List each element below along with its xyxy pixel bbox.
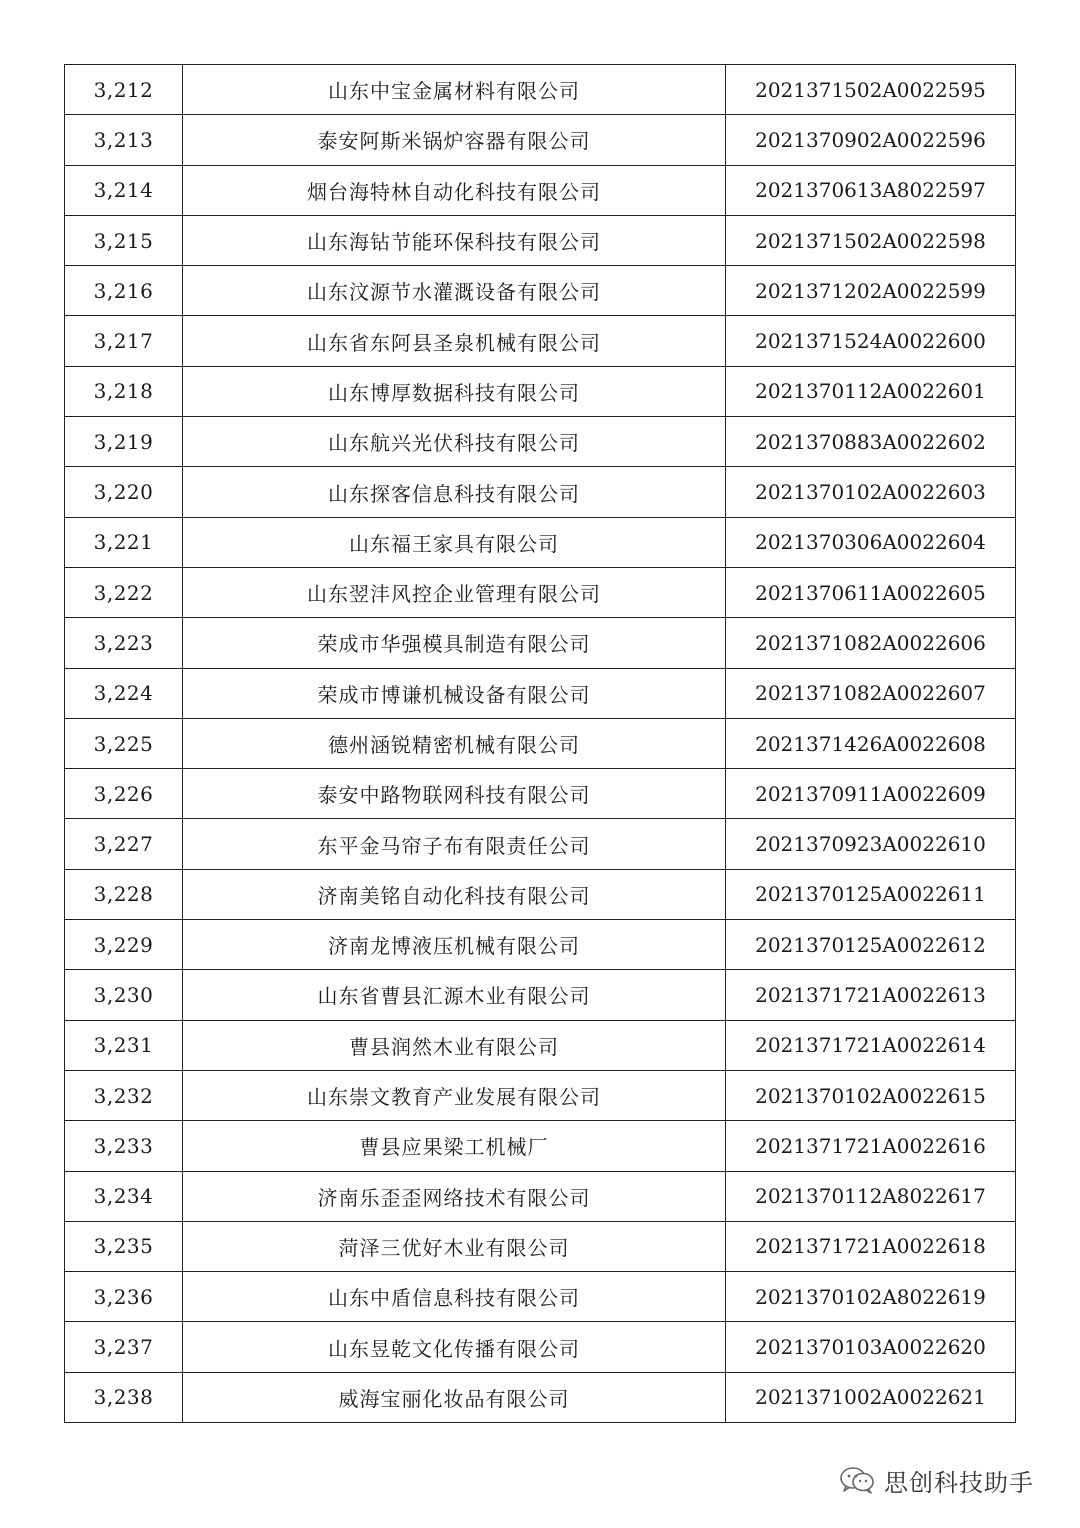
- registration-code-cell: 2021371502A0022598: [726, 215, 1016, 265]
- registration-code-cell: 2021371202A0022599: [726, 266, 1016, 316]
- company-name-cell: 山东福王家具有限公司: [183, 517, 726, 567]
- seq-number-cell: 3,225: [65, 718, 183, 768]
- table-row: [65, 1272, 1016, 1322]
- registration-code-cell: 2021370611A0022605: [726, 567, 1016, 617]
- company-name-cell: 山东探客信息科技有限公司: [183, 467, 726, 517]
- table-row: [65, 970, 1016, 1020]
- registration-code-cell: 2021370125A0022612: [726, 920, 1016, 970]
- table-row: [65, 366, 1016, 416]
- table-row: [65, 1372, 1016, 1422]
- registration-code-cell: 2021370613A8022597: [726, 165, 1016, 215]
- watermark-text: 思创科技助手: [884, 1468, 1034, 1497]
- seq-number-cell: 3,226: [65, 769, 183, 819]
- seq-number-cell: 3,223: [65, 618, 183, 668]
- seq-number-cell: 3,221: [65, 517, 183, 567]
- registration-code-cell: 2021370102A0022615: [726, 1070, 1016, 1120]
- registration-code-cell: 2021371721A0022614: [726, 1020, 1016, 1070]
- company-name-cell: 东平金马帘子布有限责任公司: [183, 819, 726, 869]
- table-row: [65, 316, 1016, 366]
- registration-code-cell: 2021371426A0022608: [726, 718, 1016, 768]
- registration-code-cell: 2021370306A0022604: [726, 517, 1016, 567]
- seq-number-cell: 3,236: [65, 1272, 183, 1322]
- seq-number-cell: 3,235: [65, 1221, 183, 1271]
- document-page: [64, 64, 1015, 1423]
- seq-number-cell: 3,217: [65, 316, 183, 366]
- registration-code-cell: 2021371721A0022618: [726, 1221, 1016, 1271]
- table-row: [65, 115, 1016, 165]
- registration-code-cell: 2021370902A0022596: [726, 115, 1016, 165]
- seq-number-cell: 3,222: [65, 567, 183, 617]
- registration-code-cell: 2021371082A0022606: [726, 618, 1016, 668]
- registration-code-cell: 2021370112A8022617: [726, 1171, 1016, 1221]
- table-body: [65, 65, 1016, 1423]
- table-row: [65, 567, 1016, 617]
- company-name-cell: 烟台海特林自动化科技有限公司: [183, 165, 726, 215]
- table-row: [65, 769, 1016, 819]
- seq-number-cell: 3,212: [65, 65, 183, 115]
- table-row: [65, 517, 1016, 567]
- company-name-cell: 济南龙博液压机械有限公司: [183, 920, 726, 970]
- seq-number-cell: 3,228: [65, 869, 183, 919]
- table-row: [65, 920, 1016, 970]
- company-name-cell: 山东中宝金属材料有限公司: [183, 65, 726, 115]
- company-name-cell: 山东航兴光伏科技有限公司: [183, 417, 726, 467]
- table-row: [65, 1322, 1016, 1372]
- registration-code-cell: 2021370125A0022611: [726, 869, 1016, 919]
- registration-code-cell: 2021371524A0022600: [726, 316, 1016, 366]
- table-row: [65, 618, 1016, 668]
- registration-code-cell: 2021371502A0022595: [726, 65, 1016, 115]
- registration-code-cell: 2021370102A0022603: [726, 467, 1016, 517]
- table-row: [65, 1070, 1016, 1120]
- table-row: [65, 869, 1016, 919]
- company-name-cell: 山东中盾信息科技有限公司: [183, 1272, 726, 1322]
- seq-number-cell: 3,215: [65, 215, 183, 265]
- company-name-cell: 山东省曹县汇源木业有限公司: [183, 970, 726, 1020]
- watermark: [838, 1460, 1034, 1500]
- company-name-cell: 济南美铭自动化科技有限公司: [183, 869, 726, 919]
- company-name-cell: 山东海钻节能环保科技有限公司: [183, 215, 726, 265]
- company-name-cell: 山东昱乾文化传播有限公司: [183, 1322, 726, 1372]
- wechat-official-account-icon: [838, 1465, 876, 1495]
- seq-number-cell: 3,220: [65, 467, 183, 517]
- company-name-cell: 菏泽三优好木业有限公司: [183, 1221, 726, 1271]
- seq-number-cell: 3,238: [65, 1372, 183, 1422]
- company-name-cell: 德州涵锐精密机械有限公司: [183, 718, 726, 768]
- registration-code-cell: 2021371082A0022607: [726, 668, 1016, 718]
- seq-number-cell: 3,237: [65, 1322, 183, 1372]
- registration-table: [64, 64, 1016, 1423]
- company-name-cell: 济南乐歪歪网络技术有限公司: [183, 1171, 726, 1221]
- registration-code-cell: 2021370911A0022609: [726, 769, 1016, 819]
- seq-number-cell: 3,214: [65, 165, 183, 215]
- seq-number-cell: 3,232: [65, 1070, 183, 1120]
- table-row: [65, 668, 1016, 718]
- company-name-cell: 山东崇文教育产业发展有限公司: [183, 1070, 726, 1120]
- table-row: [65, 1221, 1016, 1271]
- company-name-cell: 山东翌沣风控企业管理有限公司: [183, 567, 726, 617]
- company-name-cell: 曹县应果梁工机械厂: [183, 1121, 726, 1171]
- seq-number-cell: 3,213: [65, 115, 183, 165]
- company-name-cell: 荣成市博谦机械设备有限公司: [183, 668, 726, 718]
- registration-code-cell: 2021370103A0022620: [726, 1322, 1016, 1372]
- seq-number-cell: 3,234: [65, 1171, 183, 1221]
- company-name-cell: 山东汶源节水灌溉设备有限公司: [183, 266, 726, 316]
- table-row: [65, 266, 1016, 316]
- company-name-cell: 山东博厚数据科技有限公司: [183, 366, 726, 416]
- table-row: [65, 718, 1016, 768]
- seq-number-cell: 3,219: [65, 417, 183, 467]
- table-row: [65, 819, 1016, 869]
- seq-number-cell: 3,231: [65, 1020, 183, 1070]
- table-row: [65, 65, 1016, 115]
- registration-code-cell: 2021371721A0022613: [726, 970, 1016, 1020]
- seq-number-cell: 3,218: [65, 366, 183, 416]
- company-name-cell: 曹县润然木业有限公司: [183, 1020, 726, 1070]
- seq-number-cell: 3,230: [65, 970, 183, 1020]
- table-row: [65, 1121, 1016, 1171]
- seq-number-cell: 3,227: [65, 819, 183, 869]
- registration-code-cell: 2021370883A0022602: [726, 417, 1016, 467]
- registration-code-cell: 2021371002A0022621: [726, 1372, 1016, 1422]
- table-row: [65, 417, 1016, 467]
- seq-number-cell: 3,216: [65, 266, 183, 316]
- table-row: [65, 215, 1016, 265]
- registration-code-cell: 2021370112A0022601: [726, 366, 1016, 416]
- table-row: [65, 1171, 1016, 1221]
- table-row: [65, 467, 1016, 517]
- seq-number-cell: 3,233: [65, 1121, 183, 1171]
- seq-number-cell: 3,229: [65, 920, 183, 970]
- registration-code-cell: 2021370102A8022619: [726, 1272, 1016, 1322]
- company-name-cell: 荣成市华强模具制造有限公司: [183, 618, 726, 668]
- registration-code-cell: 2021370923A0022610: [726, 819, 1016, 869]
- company-name-cell: 山东省东阿县圣泉机械有限公司: [183, 316, 726, 366]
- company-name-cell: 泰安阿斯米锅炉容器有限公司: [183, 115, 726, 165]
- seq-number-cell: 3,224: [65, 668, 183, 718]
- registration-code-cell: 2021371721A0022616: [726, 1121, 1016, 1171]
- company-name-cell: 泰安中路物联网科技有限公司: [183, 769, 726, 819]
- table-row: [65, 165, 1016, 215]
- company-name-cell: 威海宝丽化妆品有限公司: [183, 1372, 726, 1422]
- table-row: [65, 1020, 1016, 1070]
